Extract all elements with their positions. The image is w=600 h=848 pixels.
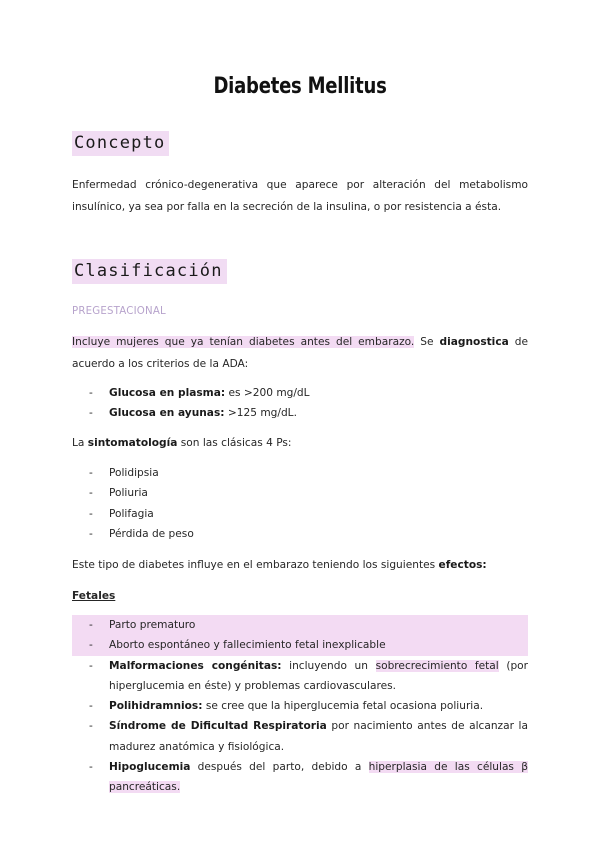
- list-item: - Hipoglucemia después del parto, debido a hiperplasia de las células β pancreáticas.: [89, 761, 528, 794]
- page-title: Diabetes Mellitus: [213, 74, 387, 99]
- criteria-list: [72, 383, 528, 424]
- pregestacional-intro: Incluye mujeres que ya tenían diabetes antes del embarazo. Se diagnostica de acuerdo a los criterios de la ADA:: [72, 336, 528, 370]
- list-item: - Polidipsia: [89, 467, 159, 479]
- list-item: - Pérdida de peso: [89, 527, 194, 540]
- list-item: - Polifagia: [89, 507, 154, 520]
- list-item: - Poliuria: [89, 487, 148, 500]
- sintomas-list: [72, 463, 528, 544]
- intro-highlight: Incluye mujeres que ya tenían diabetes antes del embarazo.: [72, 336, 415, 348]
- efectos-intro: Este tipo de diabetes influye en el embarazo teniendo los siguientes efectos:: [72, 559, 487, 571]
- concepto-paragraph: Enfermedad crónico-degenerativa que aparece por alteración del metabolismo insulínico, ya sea por falla en la secreción de la insulina, o por resistencia a ésta.: [72, 179, 528, 213]
- list-item: - Síndrome de Dificultad Respiratoria por nacimiento antes de alcanzar la madurez anatómica y fisiológica.: [89, 720, 528, 753]
- list-item: - Malformaciones congénitas: incluyendo un sobrecrecimiento fetal (por hiperglucemia en éste) y problemas cardiovasculares.: [89, 659, 529, 692]
- list-item: - Glucosa en plasma: es >200 mg/dL: [89, 387, 310, 399]
- list-item: - Polihidramnios: se cree que la hiperglucemia fetal ocasiona poliuria.: [89, 700, 484, 713]
- list-item: - Parto prematuro: [72, 615, 528, 635]
- list-item: - Glucosa en ayunas: >125 mg/dL.: [89, 407, 297, 420]
- list-item: - Aborto espontáneo y fallecimiento fetal inexplicable: [72, 635, 528, 655]
- fetales-list: [72, 615, 528, 798]
- sintomatologia-intro: La sintomatología son las clásicas 4 Ps:: [72, 437, 292, 449]
- section-heading-clasificacion: Clasificación: [72, 259, 227, 284]
- subheading-pregestacional: PREGESTACIONAL: [72, 306, 166, 317]
- fetales-label: Fetales: [72, 590, 116, 602]
- diagnostica-term: diagnostica: [439, 336, 509, 348]
- section-heading-concepto: Concepto: [72, 131, 169, 156]
